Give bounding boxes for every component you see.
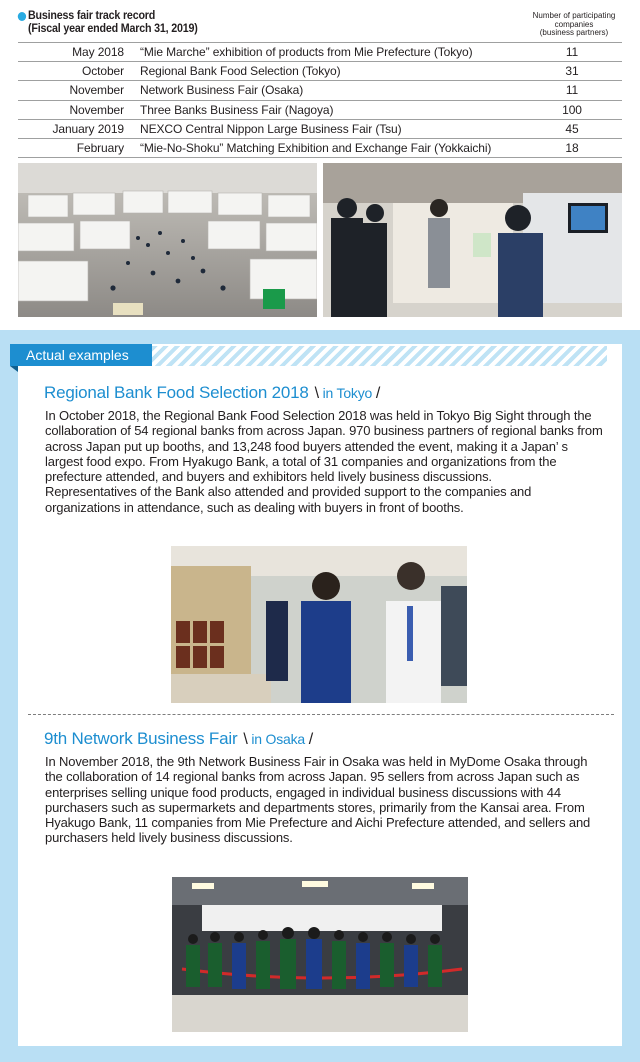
count-cell: 11 (522, 81, 622, 100)
slash-left-icon: \ (243, 731, 248, 748)
section2-body (45, 754, 607, 846)
month-cell: January 2019 (18, 119, 136, 138)
event-cell: Regional Bank Food Selection (Tokyo) (136, 62, 522, 81)
track-record-title: Business fair track record (Fiscal year ended March 31, 2019) (28, 10, 198, 36)
count-cell: 31 (522, 62, 622, 81)
section2-paragraph1: In November 2018, the 9th Network Business Fair in Osaka was held in MyDome Osaka through the collaboration of 14 regional banks from across Japan. 95 sellers from across Japan such as enterprises selling unique food products, engaged in individual business discussions with 44 purchasers such as supermarkets and departments stores, primarily from the Kansai area. From Hyakugo Bank, 11 companies from Mie Prefecture and Aichi Prefecture attended, and sellers and purchasers held lively business discussions. (45, 754, 591, 846)
section1-paragraph2: Representatives of the Bank also attended and provided support to the companies and organizations in attendance, such as dealing with buyers in front of booths. (45, 484, 532, 515)
section2-heading (44, 729, 313, 749)
section1-paragraph1: In October 2018, the Regional Bank Food Selection 2018 was held in Tokyo Big Sight through the collaboration of 54 regional banks from across Japan. 970 business partners of regional banks from across Japan put up booths, and 13,248 food buyers attended the event, making it a Japan’ s largest food expo. From Hyakugo Bank, a total of 31 companies and organizations from the prefecture attended, and buyers and exhibitors held lively business discussions. (45, 408, 603, 485)
section2-location: \ in Osaka / (243, 731, 313, 748)
slash-right-icon: / (308, 731, 313, 748)
table-row (18, 81, 622, 100)
examples-tab: Actual examples (10, 344, 152, 366)
section2-title: 9th Network Business Fair (44, 729, 238, 748)
table-row (18, 43, 622, 62)
track-record-section (18, 8, 622, 158)
count-cell: 11 (522, 43, 622, 62)
event-cell: “Mie Marche” exhibition of products from Mie Prefecture (Tokyo) (136, 43, 522, 62)
bullet-icon (18, 12, 26, 21)
photo-exhibition-hall (18, 163, 317, 317)
event-cell: “Mie-No-Shoku” Matching Exhibition and Exchange Fair (Yokkaichi) (136, 138, 522, 157)
slash-left-icon: \ (314, 385, 319, 402)
section1-body (45, 408, 607, 515)
count-column-header: Number of participating companies (business partners) (532, 11, 616, 37)
section-divider (28, 714, 614, 715)
month-cell: February (18, 138, 136, 157)
header-stripes (152, 346, 607, 366)
table-row (18, 138, 622, 157)
count-cell: 18 (522, 138, 622, 157)
month-cell: November (18, 100, 136, 119)
photo-food-booth (171, 546, 467, 703)
table-row (18, 62, 622, 81)
slash-right-icon: / (375, 385, 381, 402)
month-cell: November (18, 81, 136, 100)
table-row (18, 100, 622, 119)
section1-heading (44, 383, 380, 403)
month-cell: May 2018 (18, 43, 136, 62)
photo-booth-discussion (323, 163, 622, 317)
section1-location: \ in Tokyo / (314, 385, 381, 402)
track-record-table (18, 42, 622, 158)
count-cell: 45 (522, 119, 622, 138)
event-cell: Network Business Fair (Osaka) (136, 81, 522, 100)
count-cell: 100 (522, 100, 622, 119)
month-cell: October (18, 62, 136, 81)
event-cell: Three Banks Business Fair (Nagoya) (136, 100, 522, 119)
section1-title: Regional Bank Food Selection 2018 (44, 383, 309, 402)
track-record-header (18, 8, 622, 42)
event-cell: NEXCO Central Nippon Large Business Fair (Tsu) (136, 119, 522, 138)
photo-ribbon-cutting (172, 877, 468, 1032)
table-row (18, 119, 622, 138)
